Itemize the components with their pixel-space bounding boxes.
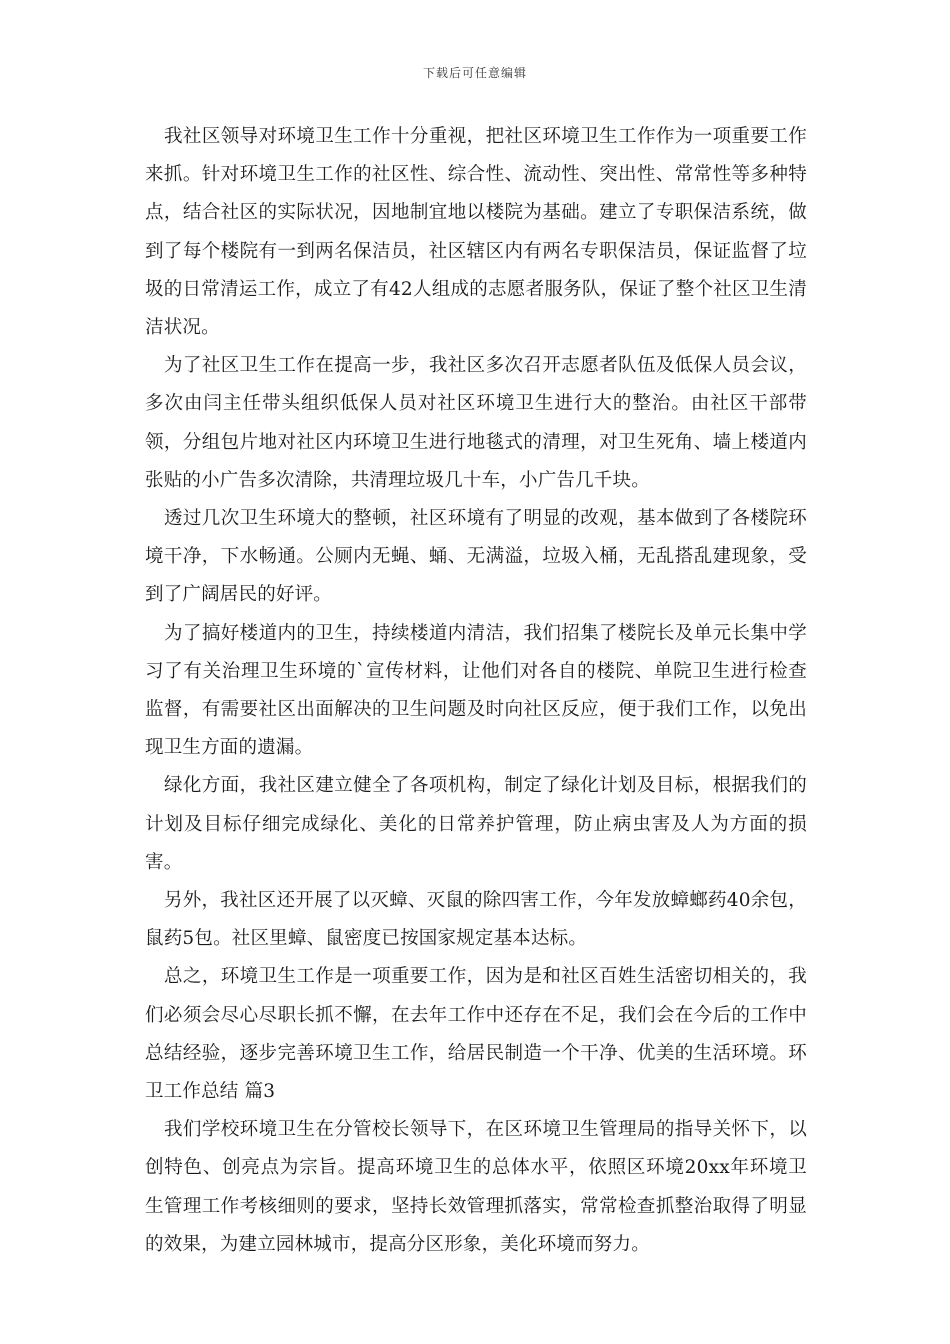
document-body [145,118,807,1264]
paragraph-summary: 总之，环境卫生工作是一项重要工作，因为是和社区百姓生活密切相关的，我们必须会尽心尽职长抓不懈，在去年工作中还存在不足，我们会在今后的工作中总结经验，逐步完善环境卫生工作，给居民制造一个干净、优美的生活环境。环卫工作总结 篇3 [145,966,807,1103]
paragraph-school-sanitation: 我们学校环境卫生在分管校长领导下，在区环境卫生管理局的指导关怀下，以创特色、创亮点为宗旨。提高环境卫生的总体水平，依照区环境20xx年环境卫生管理工作考核细则的要求，坚持长效管理抓落实，常常检查抓整治取得了明显的效果，为建立园林城市，提高分区形象，美化环境而努力。 [145,1119,807,1255]
paragraph-stairwell-hygiene: 为了搞好楼道内的卫生，持续楼道内清洁，我们招集了楼院长及单元长集中学习了有关治理卫生环境的`宣传材料，让他们对各自的楼院、单院卫生进行检查监督，有需要社区出面解决的卫生问题及时向社区反应，便于我们工作，以免出现卫生方面的遗漏。 [145,622,807,759]
paragraph-pest-control: 另外，我社区还开展了以灭蟑、灭鼠的除四害工作，今年发放蟑螂药40余包，鼠药5包。社区里蟑、鼠密度已按国家规定基本达标。 [145,890,807,950]
paragraph-volunteer-cleanup: 为了社区卫生工作在提高一步，我社区多次召开志愿者队伍及低保人员会议，多次由闫主任带头组织低保人员对社区环境卫生进行大的整治。由社区干部带领，分组包片地对社区内环境卫生进行地毯式的清理，对卫生死角、墙上楼道内张贴的小广告多次清除，共清理垃圾几十车，小广告几千块。 [145,355,807,491]
page-header: 下载后可任意编辑 [422,66,527,80]
paragraph-improvement: 透过几次卫生环境大的整顿，社区环境有了明显的改观，基本做到了各楼院环境干净，下水畅通。公厕内无蝇、蛹、无满溢，垃圾入桶，无乱搭乱建现象，受到了广阔居民的好评。 [145,508,807,606]
paragraph-sanitation-system: 我社区领导对环境卫生工作十分重视，把社区环境卫生工作作为一项重要工作来抓。针对环境卫生工作的社区性、综合性、流动性、突出性、常常性等多种特点，结合社区的实际状况，因地制宜地以楼院为基础。建立了专职保洁系统，做到了每个楼院有一到两名保洁员，社区辖区内有两名专职保洁员，保证监督了垃圾的日常清运工作，成立了有42人组成的志愿者服务队，保证了整个社区卫生清洁状况。 [145,126,807,339]
paragraph-greening: 绿化方面，我社区建立健全了各项机构，制定了绿化计划及目标，根据我们的计划及目标仔细完成绿化、美化的日常养护管理，防止病虫害及人为方面的损害。 [145,775,807,873]
